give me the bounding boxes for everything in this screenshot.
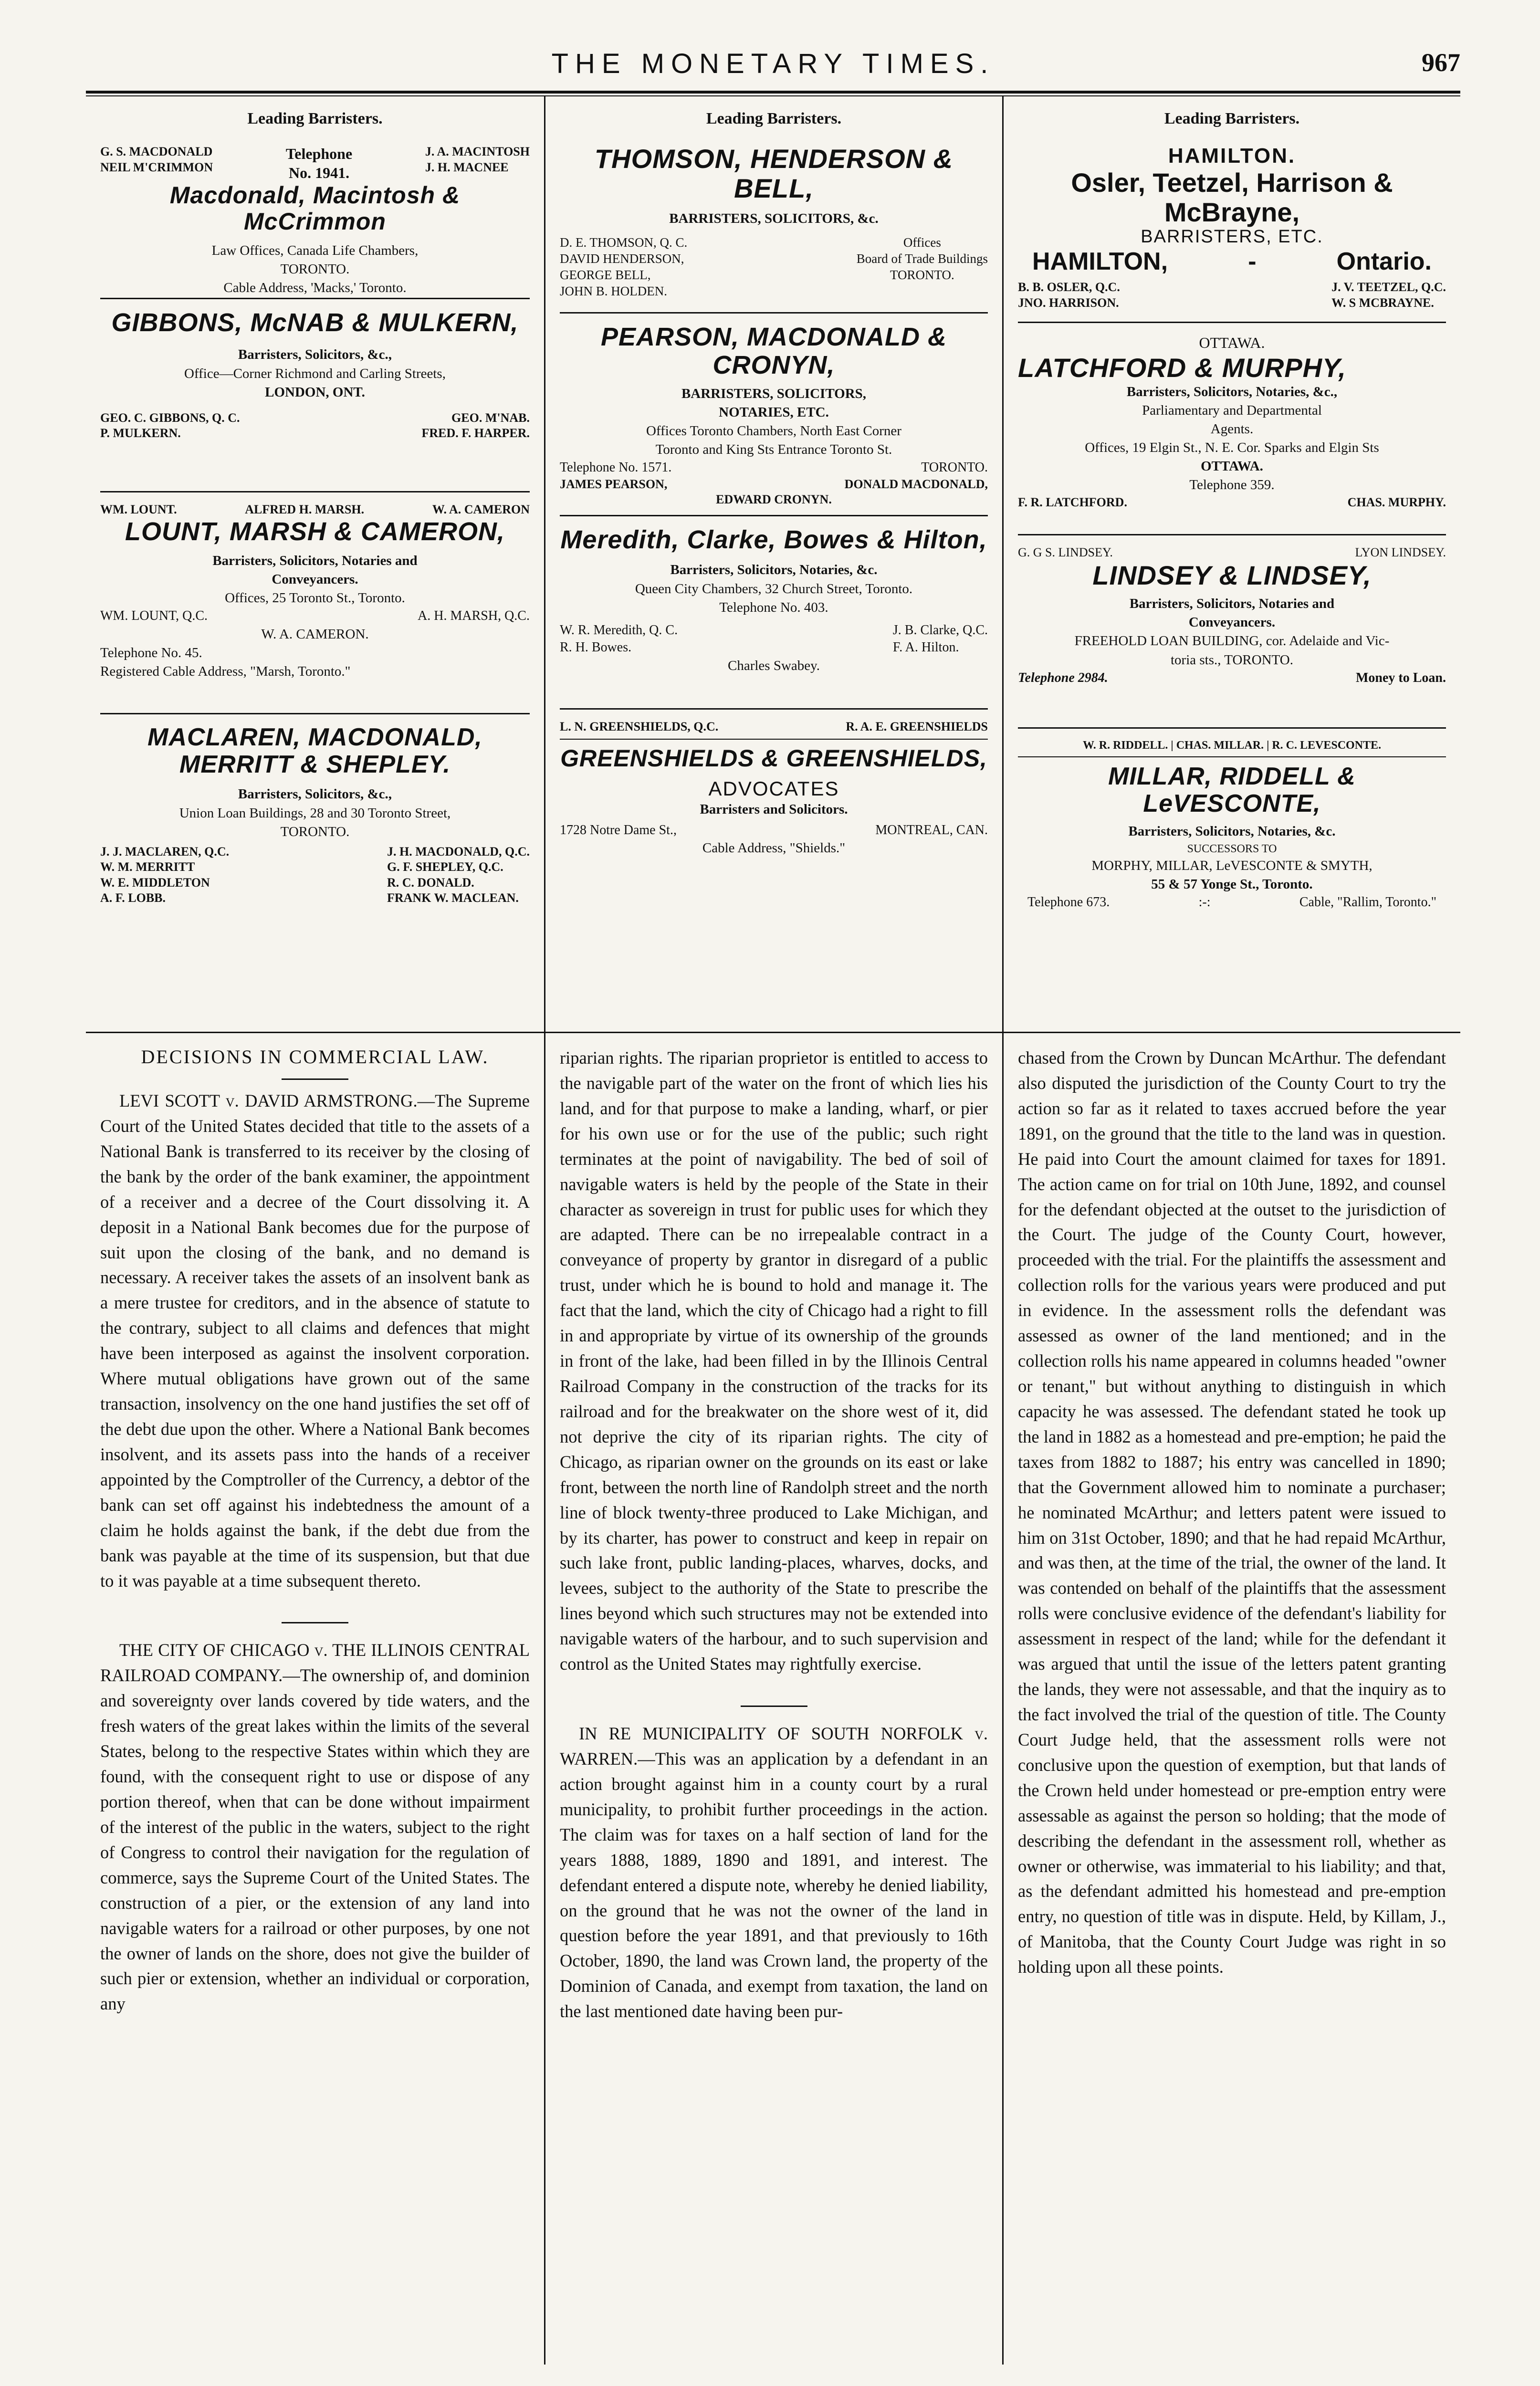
ad-lount-marsh xyxy=(100,492,530,714)
ad-line: SUCCESSORS TO xyxy=(1187,842,1277,855)
ad-line: Offices, 25 Toronto St., Toronto. xyxy=(225,590,405,606)
ad-line: Barristers, Solicitors, Notaries, &c., xyxy=(1126,384,1338,399)
firm-name: GREENSHIELDS & GREENSHIELDS, xyxy=(560,744,987,772)
ad-line: Barristers, Solicitors, Notaries and xyxy=(212,553,418,568)
ad-line: Conveyancers. xyxy=(272,572,358,587)
ad-line: BARRISTERS, SOLICITORS, xyxy=(681,386,867,401)
address-line: 1728 Notre Dame St., xyxy=(560,822,677,837)
partner-name: J. A. MACINTOSH xyxy=(425,145,530,158)
ad-line: Offices, 19 Elgin St., N. E. Cor. Sparks and Elgin Sts xyxy=(1085,440,1379,456)
partner-name: R. H. Bowes. xyxy=(560,640,632,655)
case-text: chased from the Crown by Duncan McArthur. The defendant also disputed the jurisdiction of the County Court to try the action so far as it related to taxes accrued before the year 1891, on the ground that the title to the land was in question. He paid into Court the amount claimed for taxes for 1891. The action came on for trial on 10th June, 1892, and counsel for the defendant objected at the outset to the jurisdiction of the Court. The judge of the County Court, however, proceeded with the trial. For the plaintiffs the assessment and collection rolls for the various years were produced and put in evidence. In the assessment rolls the defendant was assessed as owner of the land mentioned; and in the collection rolls his name appeared in columns headed "owner or tenant," but without anything to distinguish in which capacity he was assessed. The defendant stated he took up the land in 1882 as a homestead and pre-emption; he paid the taxes from 1882 to 1887; his entry was cancelled in 1890; that the Government allowed him to nominate a purchaser; he nominated McArthur; and letters patent were issued to him on 31st October, 1890; and that he had repaid McArthur, and was then, at the time of the trial, the owner of the land. It was contended on behalf of the plaintiffs that the assessment rolls were conclusive evidence of the defendant's liability for assessment in respect of the land; while for the defendant it was argued that until the issue of the letters patent granting the lands, they were not assessable, and that the inquiry as to the fact involved the trial of the question of title. The County Court Judge held, that the assessment rolls were not conclusive upon the question of exemption, but that lands of the Crown held under homestead or pre-emption entry were assessable as against the person so holding; that the mode of describing the defendant in the assessment roll, whether as owner or otherwise, was immaterial to his liability; and that, as the defendant admitted his homestead and pre-emption entry, no question of title was in dispute. Held, by Killam, J., of Manitoba, that the County Court Judge was right in so holding upon all these points. xyxy=(1018,1048,1446,1977)
partner-name: W. M. MERRITT xyxy=(100,860,195,874)
ad-line: Barristers and Solicitors. xyxy=(700,801,848,817)
newspaper-page xyxy=(86,48,1460,2365)
masthead xyxy=(86,48,1460,91)
ad-line: LONDON, ONT. xyxy=(265,384,365,400)
ad-line: TORONTO. xyxy=(280,262,350,277)
column-header: Leading Barristers. xyxy=(247,110,383,127)
partner-name: Charles Swabey. xyxy=(727,658,820,673)
case-title: THE CITY OF CHICAGO v. THE ILLINOIS CENTRAL RAILROAD COMPANY. xyxy=(100,1640,530,1685)
firm-name: LOUNT, MARSH & CAMERON, xyxy=(125,517,505,546)
partner-name: FRANK W. MACLEAN. xyxy=(387,891,519,905)
ad-line: Office—Corner Richmond and Carling Streets, xyxy=(184,366,446,381)
ad-line: Offices Toronto Chambers, North East Corner xyxy=(646,423,901,439)
partner-name: J. H. MACNEE xyxy=(425,160,509,174)
article-body xyxy=(100,1088,530,2017)
ad-gibbons-mcnab xyxy=(100,299,530,492)
masthead-rule xyxy=(86,91,1460,94)
ad-subtitle: BARRISTERS, SOLICITORS, &c. xyxy=(669,211,879,227)
office-line: TORONTO. xyxy=(890,267,954,282)
ad-line: Law Offices, Canada Life Chambers, xyxy=(211,243,419,258)
partner-name: W. E. MIDDLETON xyxy=(100,875,210,890)
ad-line: Parliamentary and Departmental xyxy=(1142,402,1322,418)
cable-address: Cable, "Rallim, Toronto." xyxy=(1299,895,1436,910)
partner-name: A. H. MARSH, Q.C. xyxy=(418,608,530,624)
ad-line: toria sts., TORONTO. xyxy=(1171,652,1293,668)
firm-name: LINDSEY & LINDSEY, xyxy=(1092,560,1372,590)
partner-names: W. R. RIDDELL. | CHAS. MILLAR. | R. C. LEVESCONTE. xyxy=(1082,739,1382,752)
ad-latchford-murphy xyxy=(1018,323,1446,535)
firm-name: Meredith, Clarke, Bowes & Hilton, xyxy=(560,525,987,554)
ad-greenshields xyxy=(560,710,988,921)
partner-name: W. S MCBRAYNE. xyxy=(1331,295,1434,310)
barrister-ads xyxy=(86,96,1460,1032)
cable-address: Cable Address, "Shields." xyxy=(702,840,846,856)
partner-name: DAVID HENDERSON, xyxy=(560,251,684,266)
case-text: riparian rights. The riparian proprietor is entitled to access to the navigable part of the water on the front of which lies his land, and for that purpose to make a landing, wharf, or pier for his own use or for the use of the public; such right terminates at the point of navigability. The bed of soil of navigable waters is held by the people of the State in their character as sovereign in trust for public uses for which they are adapted. There can be no irrepealable contract in a conveyance of property by grantor in disregard of a public trust, under which he is bound to hold and manage it. The fact that the land, which the city of Chicago had a right to fill in and appropriate by virtue of its ownership of the grounds in front of the lake, had been filled in by the Illinois Central Railroad Company in the construction of the tracks for its railroad and for the breakwater on the shore west of it, did not deprive the city of its riparian rights. The city of Chicago, as riparian owner on the grounds on its east or lake front, between the north line of Randolph street and the north line of block twenty-three produced to Lake Michigan, and by its charter, has power to construct and keep in repair on such lake front, public landing-places, wharves, docks, and levees, subject to the authority of the State to prescribe the lines beyond which such structures may not be extended into navigable waters of the harbour, and to such supervision and control as the United States may rightfully exercise. xyxy=(560,1048,988,1674)
partner-name: NEIL M'CRIMMON xyxy=(100,160,213,174)
partner-name: ALFRED H. MARSH. xyxy=(245,502,365,516)
ad-line: Toronto and King Sts Entrance Toronto St. xyxy=(655,442,892,458)
firm-name: Macdonald, Macintosh & McCrimmon xyxy=(169,182,461,235)
page-number: 967 xyxy=(1422,48,1460,77)
telephone-line: Telephone 2984. xyxy=(1018,670,1108,685)
partner-name: G. S. MACDONALD xyxy=(100,145,213,158)
partner-name: DONALD MACDONALD, xyxy=(844,477,988,491)
article-column-1 xyxy=(86,1033,544,2365)
partner-name: FRED. F. HARPER. xyxy=(421,426,530,440)
telephone-line: Telephone 673. xyxy=(1027,895,1110,910)
partner-name: J. H. MACDONALD, Q.C. xyxy=(387,844,530,858)
partner-name: J. B. Clarke, Q.C. xyxy=(892,622,988,638)
ad-macdonald-macintosh xyxy=(100,135,530,299)
firm-name: PEARSON, MACDONALD & CRONYN, xyxy=(600,323,947,380)
case-title: LEVI SCOTT v. DAVID ARMSTRONG. xyxy=(119,1091,418,1110)
separator: :-: xyxy=(1198,895,1211,910)
ads-column-center xyxy=(544,96,1002,1032)
telephone-line: Telephone No. 45. xyxy=(100,645,202,660)
city-line: TORONTO. xyxy=(921,460,988,475)
ad-line: Barristers, Solicitors, Notaries, &c. xyxy=(1128,824,1336,839)
ad-line: Union Loan Buildings, 28 and 30 Toronto Street, xyxy=(179,805,451,821)
firm-name: Osler, Teetzel, Harrison & McBrayne, xyxy=(1071,167,1393,227)
partner-name: A. F. LOBB. xyxy=(100,891,166,905)
article-body xyxy=(1018,1033,1446,1980)
partner-name: W. R. Meredith, Q. C. xyxy=(560,622,678,638)
partner-name: EDWARD CRONYN. xyxy=(716,492,832,507)
case-text: —The Supreme Court of the United States decided that title to the assets of a National Bank is transferred to its receiver by the closing of the bank by the order of the bank examiner, the appointment of a receiver and a decree of the Court dissolving it. A deposit in a National Bank becomes due for the purpose of suit upon the closing of the bank, and no demand is necessary. A receiver takes the assets of an insolvent bank as a mere trustee for creditors, and in the absence of statute to the contrary, subject to all claims and defences that might have been interposed as against the insolvent corporation. Where mutual obligations have grown out of the same transaction, insolvency on the one hand justifies the set off of the debt due upon the other. Where a National Bank becomes insolvent, and its assets pass into the hands of a receiver appointed by the Comptroller of the Currency, a debtor of the bank can set off against his indebtedness the amount of a claim he holds against the bank, if the debt due from the bank was payable at the time of its suspension, but that due to it was payable at a time subsequent thereto. xyxy=(100,1091,530,1591)
city-line: MONTREAL, CAN. xyxy=(875,822,988,837)
partner-name: JOHN B. HOLDEN. xyxy=(560,283,667,298)
telephone-line: Telephone No. 1571. xyxy=(560,460,672,475)
ad-line: OTTAWA. xyxy=(1201,459,1263,474)
ad-line: FREEHOLD LOAN BUILDING, cor. Adelaide and Vic- xyxy=(1074,633,1390,649)
article-title: DECISIONS IN COMMERCIAL LAW. xyxy=(141,1046,489,1067)
partner-name: G. F. SHEPLEY, Q.C. xyxy=(387,860,503,874)
partner-name: GEO. M'NAB. xyxy=(451,410,530,425)
column-header: Leading Barristers. xyxy=(1164,110,1300,127)
case-title: IN RE MUNICIPALITY OF SOUTH NORFOLK v. WARREN. xyxy=(560,1724,988,1769)
ad-subtitle: BARRISTERS, ETC. xyxy=(1141,227,1323,247)
partner-name: L. N. GREENSHIELDS, Q.C. xyxy=(560,720,719,733)
ad-line: Queen City Chambers, 32 Church Street, Toronto. xyxy=(635,581,913,596)
partner-name: P. MULKERN. xyxy=(100,426,181,440)
ad-line: Telephone 359. xyxy=(1189,477,1275,493)
dash-separator: - xyxy=(1248,248,1257,276)
case-text: —The ownership of, and dominion and sovereignty over lands covered by tide waters, and the fresh waters of the great lakes within the limits of the several States, belong to the respective States within which they are found, with the consequent right to use or dispose of any portion thereof, when that can be done without impairment of the interest of the public in the waters, subject to the right of Congress to control their navigation for the regulation of commerce, says the Supreme Court of the United States. The construction of a pier, or the extension of any land into navigable waters for a railroad or other purposes, by one not the owner of lands on the shore, does not give the builder of such pier or extension, whether an individual or corporation, any xyxy=(100,1665,530,2014)
ad-meredith-clarke xyxy=(560,516,988,710)
city-heading: OTTAWA. xyxy=(1199,334,1265,351)
ad-line: 55 & 57 Yonge St., Toronto. xyxy=(1151,877,1313,892)
article-column-3 xyxy=(1002,1033,1460,2365)
ad-line: Barristers, Solicitors, &c., xyxy=(238,786,392,802)
ads-column-right xyxy=(1002,96,1460,1032)
telephone-number: No. 1941. xyxy=(288,164,350,181)
partner-name: D. E. THOMSON, Q. C. xyxy=(560,235,688,250)
partner-name: R. C. DONALD. xyxy=(387,875,474,890)
partner-name: CHAS. MURPHY. xyxy=(1347,495,1446,509)
partner-name: WM. LOUNT, Q.C. xyxy=(100,608,208,624)
partner-name: J. J. MACLAREN, Q.C. xyxy=(100,844,230,858)
ad-line: Barristers, Solicitors, &c., xyxy=(238,347,392,363)
money-to-loan: Money to Loan. xyxy=(1356,670,1446,685)
ads-column-left xyxy=(86,96,544,1032)
ad-osler-teetzel xyxy=(1018,135,1446,323)
partner-name: W. A. CAMERON. xyxy=(261,626,369,642)
province-line: Ontario. xyxy=(1336,248,1432,276)
partner-name: GEORGE BELL, xyxy=(560,267,651,282)
ad-line: Agents. xyxy=(1210,421,1254,437)
ad-line: MORPHY, MILLAR, LeVESCONTE & SMYTH, xyxy=(1091,858,1372,873)
ad-line: Barristers, Solicitors, Notaries, &c. xyxy=(670,562,878,578)
ad-pearson-macdonald xyxy=(560,314,988,516)
ad-millar-riddell xyxy=(1018,729,1446,949)
office-line: Offices xyxy=(903,235,941,250)
firm-name: LATCHFORD & MURPHY, xyxy=(1018,353,1346,383)
firm-name: MILLAR, RIDDELL & LeVESCONTE, xyxy=(1108,763,1356,818)
firm-name: MACLAREN, MACDONALD, MERRITT & SHEPLEY. xyxy=(147,723,482,779)
article-column-2 xyxy=(544,1033,1002,2365)
ad-line: Conveyancers. xyxy=(1188,615,1276,630)
ad-line: NOTARIES, ETC. xyxy=(719,404,829,420)
cable-address: Registered Cable Address, "Marsh, Toronto." xyxy=(100,663,351,679)
ad-line: Barristers, Solicitors, Notaries and xyxy=(1129,596,1335,612)
partner-name: R. A. E. GREENSHIELDS xyxy=(846,720,988,733)
city-heading: HAMILTON. xyxy=(1168,144,1296,167)
partner-name: W. A. CAMERON xyxy=(432,502,530,516)
ad-thomson-henderson xyxy=(560,135,988,314)
office-line: Board of Trade Buildings xyxy=(856,251,988,266)
firm-name: GIBBONS, McNAB & MULKERN, xyxy=(111,308,519,337)
ad-lindsey xyxy=(1018,535,1446,729)
partner-name: GEO. C. GIBBONS, Q. C. xyxy=(100,410,240,425)
partner-name: F. A. Hilton. xyxy=(892,640,959,655)
partner-name: B. B. OSLER, Q.C. xyxy=(1018,280,1120,294)
case-text: —This was an application by a defendant in an action brought against him in a county court by a rural municipality, to prohibit further proceedings in the action. The claim was for taxes on a half section of land for the years 1888, 1889, 1890 and 1891, and interest. The defendant entered a dispute note, whereby he denied liability, on the ground that he was not the owner of the land in question before the year 1891, and that previously to 16th October, 1890, the land was Crown land, the property of the Dominion of Canada, and exempt from taxation, the land on the last mentioned date having been pur- xyxy=(560,1748,988,2021)
article-body xyxy=(560,1033,988,2024)
masthead-title: THE MONETARY TIMES. xyxy=(551,48,995,79)
partner-name: JNO. HARRISON. xyxy=(1018,295,1119,310)
article-section xyxy=(86,1032,1460,2365)
partner-name: F. R. LATCHFORD. xyxy=(1018,495,1127,509)
partner-name: G. G S. LINDSEY. xyxy=(1018,545,1113,559)
ad-line: Telephone No. 403. xyxy=(719,599,828,615)
firm-name: THOMSON, HENDERSON & BELL, xyxy=(594,144,953,203)
ad-maclaren-macdonald xyxy=(100,714,530,940)
city-line: HAMILTON, xyxy=(1032,248,1168,276)
partner-name: LYON LINDSEY. xyxy=(1355,545,1446,559)
ad-subtitle: ADVOCATES xyxy=(708,777,839,800)
ad-line: TORONTO. xyxy=(280,824,350,839)
telephone-label: Telephone xyxy=(285,145,353,162)
partner-name: JAMES PEARSON, xyxy=(560,477,668,491)
partner-name: WM. LOUNT. xyxy=(100,502,177,516)
ad-line: Cable Address, 'Macks,' Toronto. xyxy=(223,280,407,296)
column-header: Leading Barristers. xyxy=(706,110,842,127)
partner-name: J. V. TEETZEL, Q.C. xyxy=(1331,280,1446,294)
